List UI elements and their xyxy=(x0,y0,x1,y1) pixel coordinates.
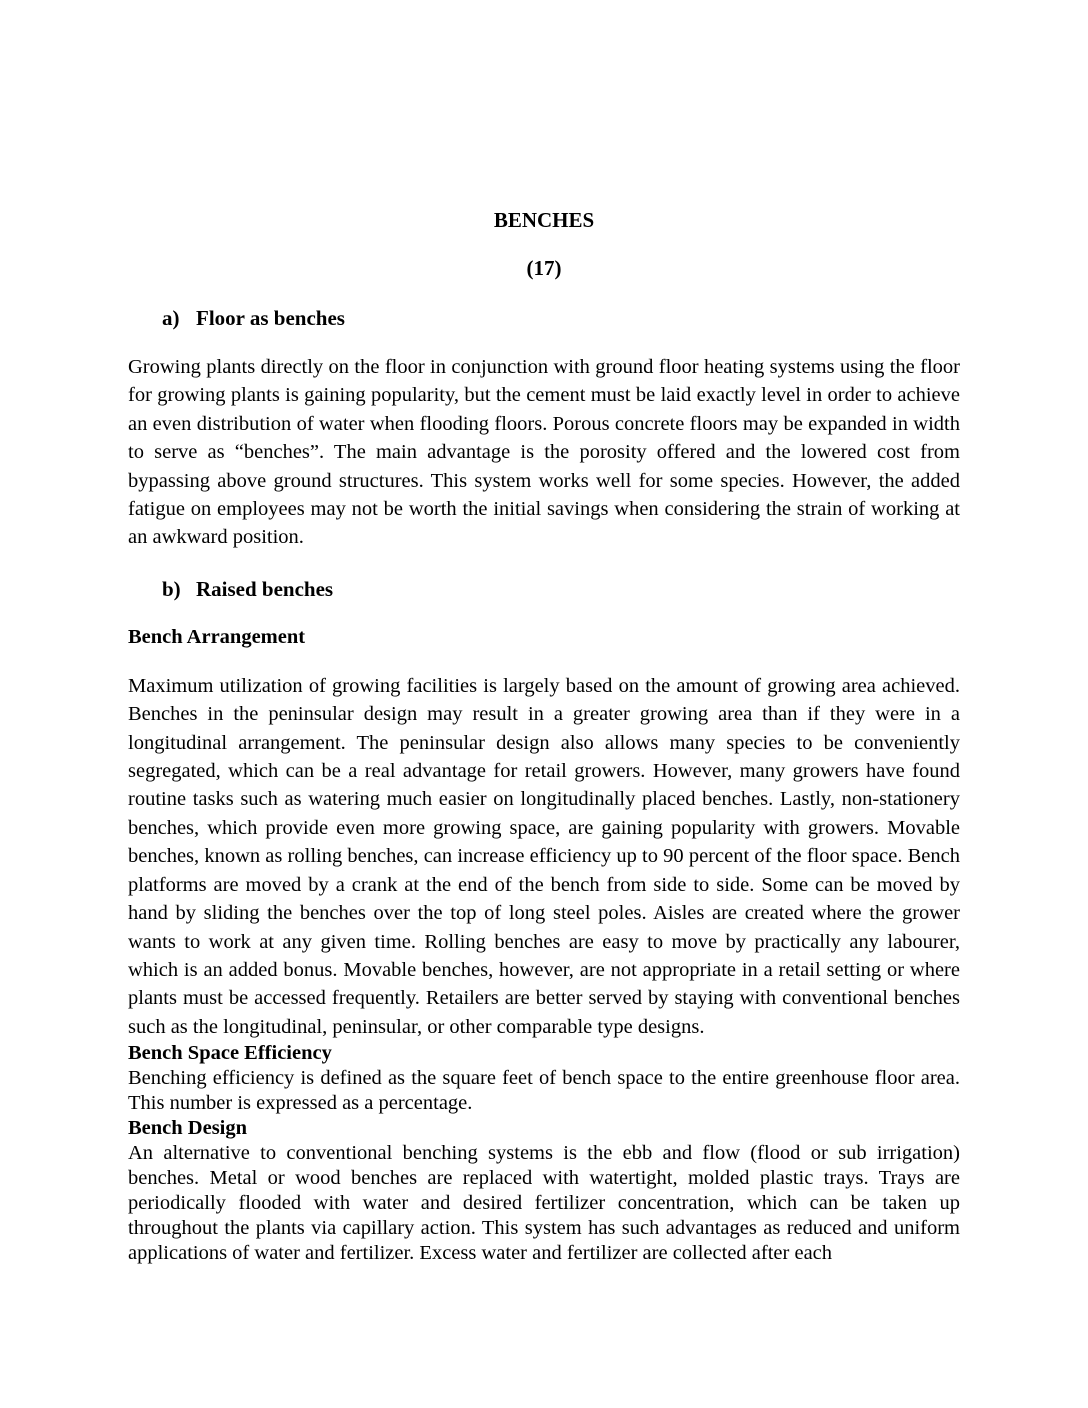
heading-raised-benches-text: Raised benches xyxy=(196,576,334,601)
paragraph-bench-arrangement: Maximum utilization of growing facilities is largely based on the amount of growing area achieved. Benches in the peninsular design may result in a greater growing area than if they were in a longitudinal arrangement. The peninsular design also allows many species to be conveniently segregated, which can be a real advantage for retail growers. However, many growers have found routine tasks such as watering much easier on longitudinally placed benches. Lastly, non-stationery benches, which provide even more growing space, are gaining popularity with growers. Movable benches, known as rolling benches, can increase efficiency up to 90 percent of the floor space. Bench platforms are moved by a crank at the end of the bench from side to side. Some can be moved by hand by sliding the benches over the top of long steel poles. Aisles are created where the grower wants to work at any given time. Rolling benches are easy to move by practically any labourer, which is an added bonus. Movable benches, however, are not appropriate in a retail setting or where plants must be accessed frequently. Retailers are better served by staying with conventional benches such as the longitudinal, peninsular, or other comparable type designs. xyxy=(128,674,960,1038)
heading-raised-benches xyxy=(162,577,960,601)
heading-floor-as-benches-text: Floor as benches xyxy=(196,306,345,330)
list-label-a: a) xyxy=(162,306,180,330)
subheading-bench-arrangement: Bench Arrangement xyxy=(128,625,306,648)
subheading-bench-design: Bench Design xyxy=(128,1117,248,1140)
subheading-bench-space-efficiency: Bench Space Efficiency xyxy=(128,1042,332,1065)
page-number: (17) xyxy=(526,256,562,280)
paragraph-bench-space-efficiency: Benching efficiency is defined as the square feet of bench space to the entire greenhouse floor area. This number is expressed as a percentage. xyxy=(128,1067,960,1115)
paragraph-floor-as-benches: Growing plants directly on the floor in conjunction with ground floor heating systems using the floor for growing plants is gaining popularity, but the cement must be laid exactly level in order to achieve an even distribution of water when flooding floors. Porous concrete floors may be expanded in width to serve as “benches”. The main advantage is the porosity offered and the lowered cost from bypassing above ground structures. This system works well for some species. However, the added fatigue on employees may not be worth the initial savings when considering the strain of working at an awkward position. xyxy=(128,356,960,549)
heading-floor-as-benches xyxy=(162,306,960,330)
list-label-b: b) xyxy=(162,576,181,601)
document-title: BENCHES xyxy=(493,208,595,232)
paragraph-bench-design: An alternative to conventional benching systems is the ebb and flow (flood or sub irrigation) benches. Metal or wood benches are replaced with watertight, molded plastic trays. Trays are periodically flooded with water and desired fertilizer concentration, which can be taken up throughout the plants via capillary action. This system has such advantages as reduced and uniform applications of water and fertilizer. Excess water and fertilizer are collected after each xyxy=(128,1142,960,1265)
